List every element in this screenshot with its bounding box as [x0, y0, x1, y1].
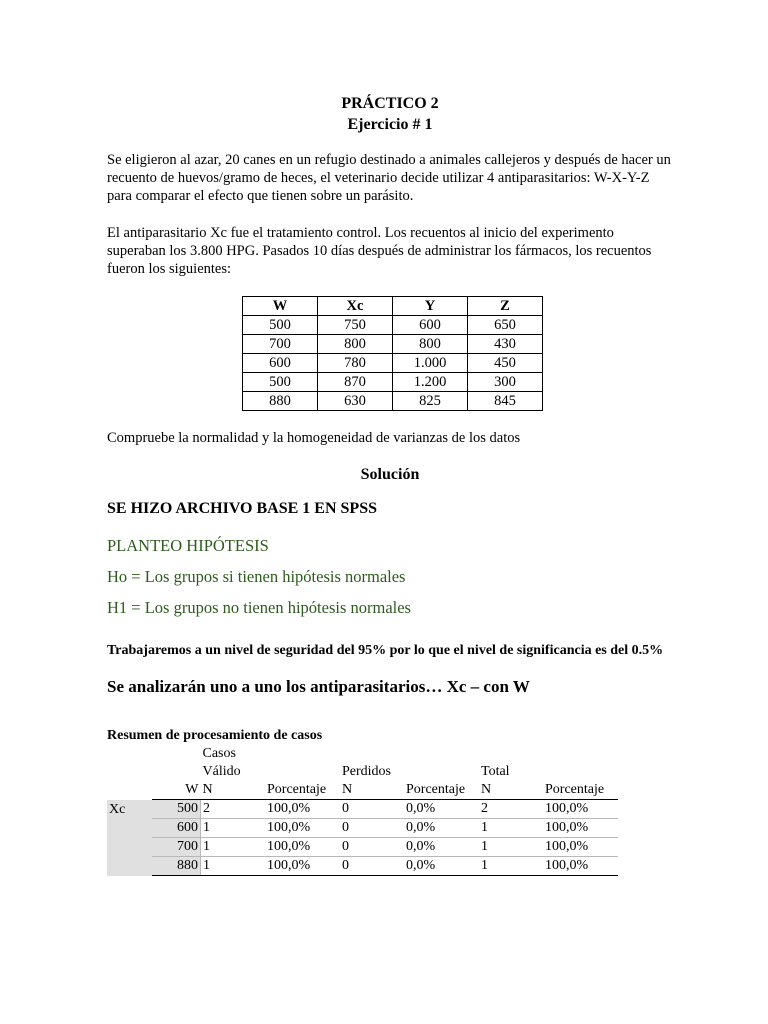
table-row: [107, 838, 618, 857]
table-cell: 700: [243, 335, 318, 354]
header-valido: Válido: [202, 764, 241, 779]
header-w: W: [243, 297, 318, 316]
table-cell: 1: [201, 857, 266, 876]
hypothesis-h0: Ho = Los grupos si tienen hipótesis normales: [107, 567, 406, 586]
table-cell: 0: [340, 819, 404, 838]
table-cell: 430: [468, 335, 543, 354]
table-cell: 700: [152, 838, 201, 857]
table-row: [107, 819, 618, 838]
table-cell: 600: [243, 354, 318, 373]
table-cell: 500: [152, 800, 201, 819]
table-cell: 0: [340, 800, 404, 819]
table-cell: 2: [479, 800, 543, 819]
header-xc: Xc: [318, 297, 393, 316]
header-perdidos: Perdidos: [342, 764, 391, 779]
counts-table-header: [243, 297, 543, 316]
table-cell: 600: [152, 819, 201, 838]
table-cell: 650: [468, 316, 543, 335]
header-valid-n: N: [201, 781, 266, 800]
analysis-heading: Se analizarán uno a uno los antiparasitarios… Xc – con W: [107, 677, 530, 696]
header-z: Z: [468, 297, 543, 316]
table-cell: 1: [479, 838, 543, 857]
document-page: [107, 93, 673, 876]
table-cell: 500: [243, 316, 318, 335]
significance-text: Trabajaremos a un nivel de seguridad del 95% por lo que el nivel de significancia es del 0.5%: [107, 643, 664, 658]
header-w-col: W: [152, 781, 201, 800]
header-row-columns: [107, 781, 618, 800]
header-lost-pct: Porcentaje: [404, 781, 479, 800]
table-cell: 0,0%: [404, 857, 479, 876]
table-row: [107, 800, 618, 819]
header-total-n: N: [479, 781, 543, 800]
table-cell: 100,0%: [543, 857, 618, 876]
header-row-groups: [107, 763, 618, 781]
table-cell: 0,0%: [404, 800, 479, 819]
solution-heading: Solución: [360, 466, 420, 483]
spss-heading: SE HIZO ARCHIVO BASE 1 EN SPSS: [107, 500, 377, 517]
table-cell: 880: [152, 857, 201, 876]
table-row: [107, 857, 618, 876]
header-row-casos: [107, 745, 618, 763]
counts-table: [242, 296, 543, 411]
table-cell: 100,0%: [265, 838, 340, 857]
table-row: [243, 392, 543, 411]
table-cell: 1: [479, 819, 543, 838]
hypothesis-h1: H1 = Los grupos no tienen hipótesis normales: [107, 598, 411, 617]
table-cell: 1.000: [393, 354, 468, 373]
row-group-label: Xc: [107, 800, 152, 819]
table-cell: 800: [318, 335, 393, 354]
case-summary-title: Resumen de procesamiento de casos: [107, 728, 323, 743]
table-cell: 870: [318, 373, 393, 392]
table-cell: 1: [201, 819, 266, 838]
table-cell: 825: [393, 392, 468, 411]
table-cell: 800: [393, 335, 468, 354]
table-cell: 780: [318, 354, 393, 373]
instruction-text: Compruebe la normalidad y la homogeneidad de varianzas de los datos: [107, 430, 521, 446]
table-row: [243, 316, 543, 335]
table-row: [243, 373, 543, 392]
table-cell: 500: [243, 373, 318, 392]
case-summary-table: [107, 745, 618, 876]
header-total: Total: [481, 764, 510, 779]
table-cell: 0,0%: [404, 819, 479, 838]
header-total-pct: Porcentaje: [543, 781, 618, 800]
table-cell: 450: [468, 354, 543, 373]
table-cell: 1: [201, 838, 266, 857]
table-cell: 1: [479, 857, 543, 876]
table-cell: 630: [318, 392, 393, 411]
table-cell: 0: [340, 838, 404, 857]
table-cell: 880: [243, 392, 318, 411]
table-cell: 100,0%: [543, 838, 618, 857]
table-cell: 600: [393, 316, 468, 335]
table-cell: 300: [468, 373, 543, 392]
header-y: Y: [393, 297, 468, 316]
header-valid-pct: Porcentaje: [265, 781, 340, 800]
hypothesis-title: PLANTEO HIPÓTESIS: [107, 536, 269, 555]
table-cell: 2: [201, 800, 266, 819]
table-cell: 100,0%: [265, 857, 340, 876]
intro-paragraph: Se eligieron al azar, 20 canes en un refugio destinado a animales callejeros y después de hacer un recuento de huevos/gramo de heces, el veterinario decide utilizar 4 antiparasitarios: W-X-Y-Z para comparar el efecto que tienen sobre un parásito.: [107, 152, 671, 204]
control-paragraph: El antiparasitario Xc fue el tratamiento control. Los recuentos al inicio del experimento superaban los 3.800 HPG. Pasados 10 días después de administrar los fármacos, los recuentos fueron los siguientes:: [107, 225, 652, 277]
table-cell: 0: [340, 857, 404, 876]
table-cell: 750: [318, 316, 393, 335]
table-cell: 0,0%: [404, 838, 479, 857]
table-cell: 100,0%: [543, 819, 618, 838]
table-cell: 100,0%: [265, 819, 340, 838]
page-title: PRÁCTICO 2: [341, 95, 439, 112]
table-cell: 1.200: [393, 373, 468, 392]
table-row: [243, 335, 543, 354]
header-casos: Casos: [202, 746, 236, 761]
table-cell: 100,0%: [543, 800, 618, 819]
table-cell: 100,0%: [265, 800, 340, 819]
table-row: [243, 354, 543, 373]
exercise-title: Ejercicio # 1: [347, 116, 433, 133]
header-lost-n: N: [340, 781, 404, 800]
table-cell: 845: [468, 392, 543, 411]
